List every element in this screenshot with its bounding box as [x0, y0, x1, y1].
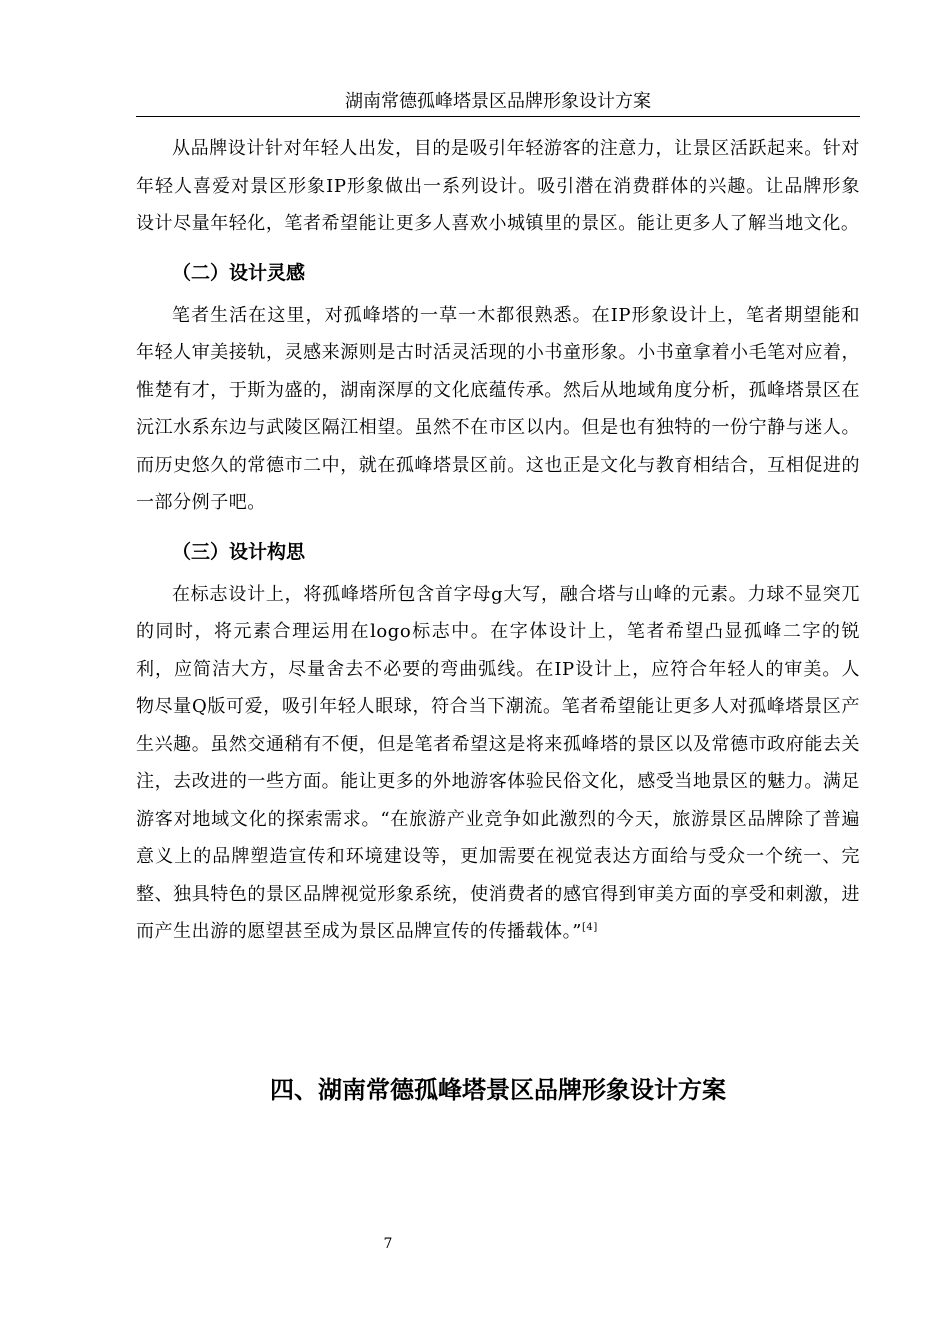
- paragraph-inspiration: 笔者生活在这里，对孤峰塔的一草一木都很熟悉。在IP形象设计上，笔者期望能和年轻人审美接轨，灵感来源则是古时活灵活现的小书童形象。小书童拿着小毛笔对应着，惟楚有才，于斯为盛的，湖南深厚的文化底蕴传承。然后从地域角度分析，孤峰塔景区在沅江水系东边与武陵区隔江相望。虽然不在市区以内。但是也有独特的一份宁静与迷人。而历史悠久的常德市二中，就在孤峰塔景区前。这也正是文化与教育相结合，互相促进的一部分例子吧。: [136, 304, 860, 513]
- paragraph-concept: [136, 576, 860, 951]
- body-content: [136, 130, 860, 951]
- page-number: 7: [383, 1236, 393, 1252]
- paragraph-concept-text: 在标志设计上，将孤峰塔所包含首字母g大写，融合塔与山峰的元素。力球不显突兀的同时，将元素合理运用在logo标志中。在字体设计上，笔者希望凸显孤峰二字的锐利，应简洁大方，尽量舍去不必要的弯曲弧线。在IP设计上，应符合年轻人的审美。人物尽量Q版可爱，吸引年轻人眼球，符合当下潮流。笔者希望能让更多人对孤峰塔景区产生兴趣。虽然交通稍有不便，但是笔者希望这是将来孤峰塔的景区以及常德市政府能去关注，去改进的一些方面。能让更多的外地游客体验民俗文化，感受当地景区的魅力。满足游客对地域文化的探索需求。“在旅游产业竞争如此激烈的今天，旅游景区品牌除了普遍意义上的品牌塑造宣传和环境建设等，更加需要在视觉表达方面给与受众一个统一、完整、独具特色的景区品牌视觉形象系统，使消费者的感官得到审美方面的享受和刺激，进而产生出游的愿望甚至成为景区品牌宣传的传播载体。”: [136, 583, 860, 942]
- running-header: [136, 88, 860, 117]
- section-heading-design-concept: （三）设计构思: [172, 540, 306, 563]
- paragraph-intro: 从品牌设计针对年轻人出发，目的是吸引年轻游客的注意力，让景区活跃起来。针对年轻人喜爱对景区形象IP形象做出一系列设计。吸引潜在消费群体的兴趣。让品牌形象设计尽量年轻化，笔者希望能让更多人喜欢小城镇里的景区。能让更多人了解当地文化。: [136, 138, 860, 234]
- section-heading-design-inspiration: （二）设计灵感: [172, 261, 306, 284]
- running-header-title: 湖南常德孤峰塔景区品牌形象设计方案: [345, 91, 651, 112]
- chapter-title: 四、湖南常德孤峰塔景区品牌形象设计方案: [270, 1076, 726, 1104]
- citation-reference: [4]: [581, 922, 598, 933]
